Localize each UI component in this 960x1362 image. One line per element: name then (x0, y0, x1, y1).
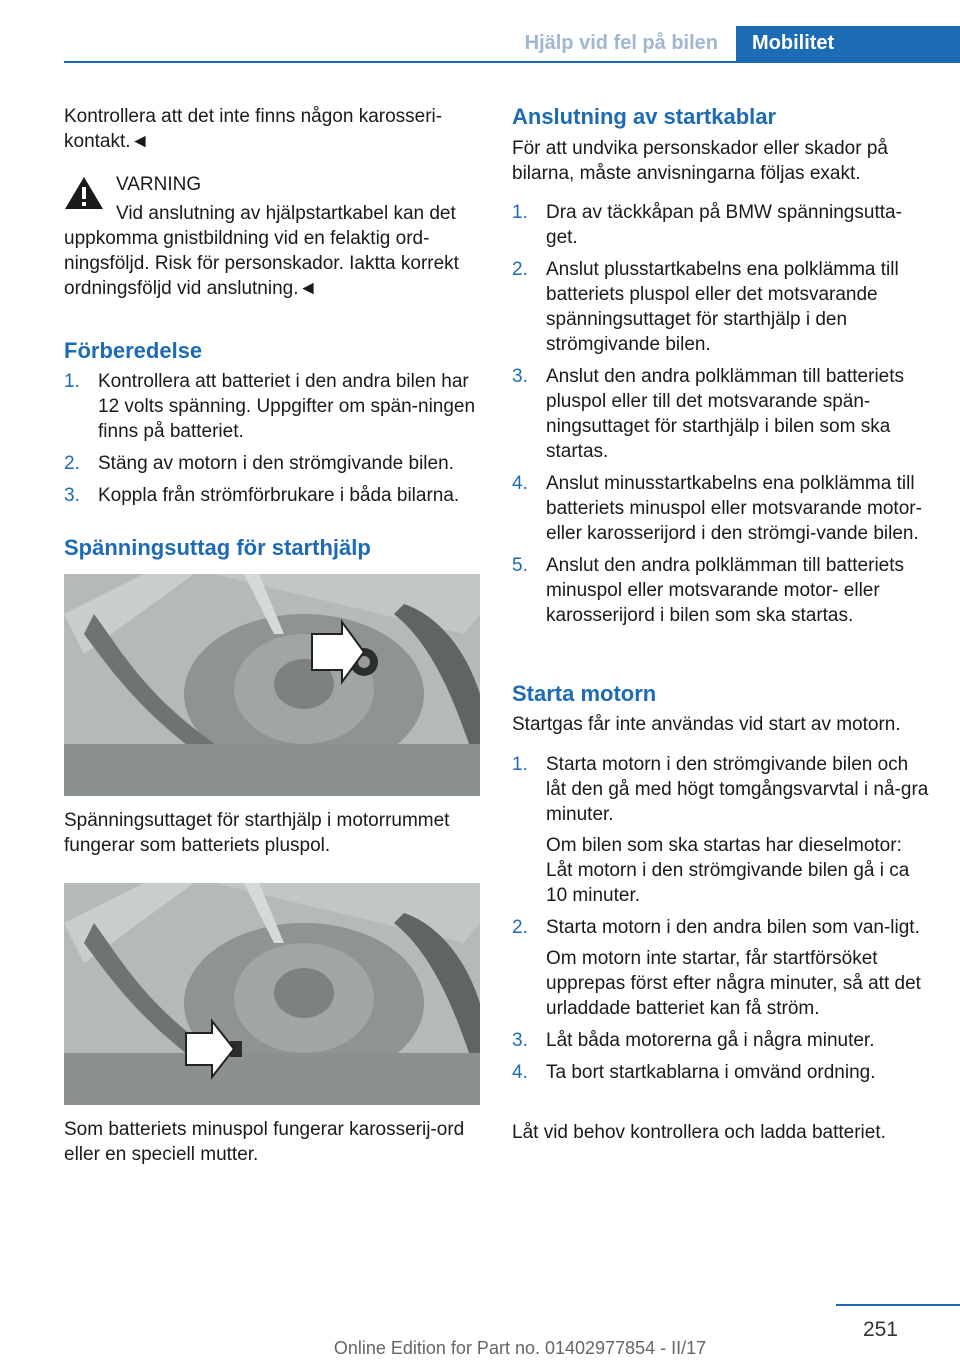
list-item (512, 364, 932, 464)
step-number: 4. (512, 1062, 528, 1083)
step-text: Stäng av motorn i den strömgivande bilen. (98, 453, 454, 474)
step-text: Anslut den andra polklämman till batteriets minuspol eller motsvarande motor- eller karosserijord i bilen som ska startas. (546, 555, 905, 626)
prep-steps (64, 369, 482, 515)
list-item (512, 471, 932, 546)
socket-heading: Spänningsuttag för starthjälp (64, 535, 371, 560)
start-heading: Starta motorn (512, 681, 657, 706)
step-text: Dra av täckkåpan på BMW spänningsutta-get. (546, 202, 902, 248)
engine-photo-minus (64, 883, 480, 1105)
step-number: 1. (512, 202, 528, 223)
step-number: 5. (512, 555, 528, 576)
list-item (512, 1028, 932, 1053)
list-item (512, 257, 932, 357)
header-section-title[interactable]: Hjälp vid fel på bilen (524, 32, 718, 54)
prep-heading: Förberedelse (64, 338, 203, 363)
step-number: 2. (512, 259, 528, 280)
step-number: 2. (512, 917, 528, 938)
cables-steps (512, 200, 932, 635)
step-text: Koppla från strömförbrukare i båda bilarna. (98, 485, 460, 506)
step-text: Ta bort startkablarna i omvänd ordning. (546, 1062, 876, 1083)
step-subtext: Om motorn inte startar, får startförsöket upprepas först efter några minuter, så att det urladdade batteriet kan få ström. (546, 948, 921, 1019)
list-item (64, 451, 482, 476)
warning-text-first: Vid anslutning av hjälpstartkabel kan det (116, 203, 456, 224)
list-item (512, 752, 932, 908)
step-number: 3. (512, 1030, 528, 1051)
engine-photo-plus (64, 574, 480, 796)
header-rule (64, 61, 960, 63)
list-item (512, 200, 932, 250)
start-intro: Startgas får inte användas vid start av motorn. (512, 714, 901, 735)
warning-icon (64, 175, 104, 211)
warning-title: VARNING (116, 174, 202, 195)
step-text: Starta motorn i den andra bilen som van-ligt. (546, 917, 920, 938)
step-text: Anslut plusstartkabelns ena polklämma till batteriets pluspol eller det motsvarande spänningsuttaget för starthjälp i den strömgivande bilen. (546, 259, 899, 355)
step-text: Anslut den andra polklämman till batteriets pluspol eller till det motsvarande spän-ningsuttaget för starthjälp i bilen som ska startas. (546, 366, 905, 462)
step-number: 4. (512, 473, 528, 494)
cables-heading: Anslutning av startkablar (512, 104, 777, 129)
edition-footer: Online Edition for Part no. 01402977854 - II/17 (333, 1338, 707, 1358)
closing-text: Låt vid behov kontrollera och ladda batteriet. (512, 1122, 886, 1143)
list-item (512, 915, 932, 1021)
warning-text-rest: uppkomma gnistbildning vid en felaktig ord-ningsföljd. Risk för personskador. Iaktta korrekt ordningsföljd vid anslutning.◄ (64, 228, 459, 299)
step-number: 3. (512, 366, 528, 387)
page-number: 251 (862, 1318, 898, 1341)
warning-box (64, 172, 482, 301)
start-steps (512, 752, 932, 1092)
caption-minus: Som batteriets minuspol fungerar karosserij-ord eller en speciell mutter. (64, 1119, 465, 1165)
step-number: 1. (512, 754, 528, 775)
list-item (512, 553, 932, 628)
intro-text: Kontrollera att det inte finns någon karosseri-kontakt.◄ (64, 106, 443, 152)
header-chapter-tab[interactable]: Mobilitet (736, 26, 960, 61)
list-item (64, 369, 482, 444)
footer-rule (836, 1304, 960, 1306)
step-text: Anslut minusstartkabelns ena polklämma till batteriets minuspol eller motsvarande motor- eller karosserijord i den strömgi-vande bilen. (546, 473, 922, 544)
step-text: Starta motorn i den strömgivande bilen och låt den gå med högt tomgångsvarvtal i nå-gra minuter. (546, 754, 929, 825)
step-number: 1. (64, 371, 80, 392)
cables-intro: För att undvika personskador eller skador på bilarna, måste anvisningarna följas exakt. (512, 138, 888, 184)
list-item (512, 1060, 932, 1085)
step-number: 3. (64, 485, 80, 506)
list-item (64, 483, 482, 508)
caption-plus: Spänningsuttaget för starthjälp i motorrummet fungerar som batteriets pluspol. (64, 810, 450, 856)
step-text: Kontrollera att batteriet i den andra bilen har 12 volts spänning. Uppgifter om spän-ningen finns på batteriet. (98, 371, 476, 442)
step-subtext: Om bilen som ska startas har dieselmotor: Låt motorn i den strömgivande bilen gå i ca 10 minuter. (546, 835, 910, 906)
step-number: 2. (64, 453, 80, 474)
step-text: Låt båda motorerna gå i några minuter. (546, 1030, 875, 1051)
